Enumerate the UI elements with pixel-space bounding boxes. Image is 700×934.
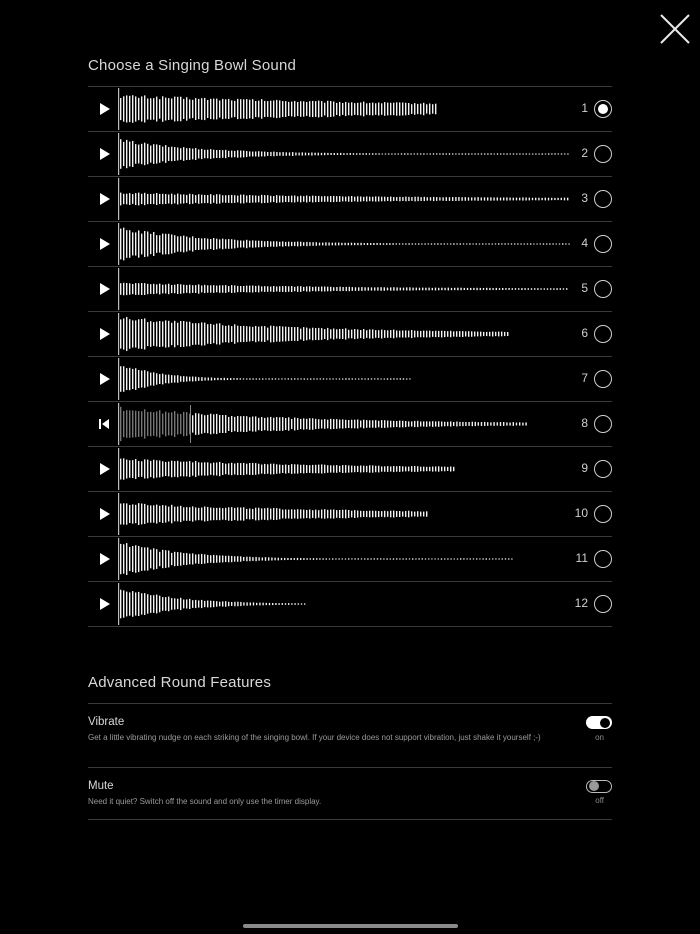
sound-number: 4	[581, 236, 588, 250]
play-icon	[96, 191, 112, 207]
sound-row[interactable]	[88, 447, 612, 492]
sound-row[interactable]	[88, 177, 612, 222]
sound-radio[interactable]	[594, 595, 612, 613]
toggle-knob	[600, 718, 610, 728]
waveform[interactable]	[118, 268, 573, 310]
sound-number: 9	[581, 461, 588, 475]
toggle-state-label: off	[595, 796, 604, 805]
sound-radio[interactable]	[594, 505, 612, 523]
feature-title: Mute	[88, 780, 114, 792]
sound-radio[interactable]	[594, 190, 612, 208]
play-button[interactable]	[96, 461, 112, 477]
sound-row[interactable]	[88, 267, 612, 312]
play-icon	[96, 461, 112, 477]
sound-number: 6	[581, 326, 588, 340]
waveform[interactable]	[118, 88, 573, 130]
sound-number: 1	[581, 101, 588, 115]
waveform[interactable]	[118, 538, 573, 580]
waveform[interactable]	[118, 358, 573, 400]
feature-title: Vibrate	[88, 716, 125, 728]
sound-row[interactable]	[88, 492, 612, 537]
sound-section-title: Choose a Singing Bowl Sound	[88, 57, 297, 74]
vibrate-toggle[interactable]	[586, 716, 612, 729]
sound-number: 2	[581, 146, 588, 160]
sound-number: 3	[581, 191, 588, 205]
sound-radio[interactable]	[594, 145, 612, 163]
sound-number: 7	[581, 371, 588, 385]
sound-number: 12	[574, 596, 588, 610]
sound-radio[interactable]	[594, 370, 612, 388]
waveform[interactable]	[118, 493, 573, 535]
sound-radio[interactable]	[594, 325, 612, 343]
sound-row[interactable]	[88, 582, 612, 627]
feature-description: Need it quiet? Switch off the sound and only use the timer display.	[88, 797, 322, 806]
toggle-state-label: on	[595, 733, 604, 742]
play-button[interactable]	[96, 101, 112, 117]
sound-row[interactable]	[88, 312, 612, 357]
home-indicator	[243, 924, 458, 928]
play-button[interactable]	[96, 506, 112, 522]
restart-button[interactable]	[96, 416, 112, 432]
play-icon	[96, 326, 112, 342]
play-button[interactable]	[96, 371, 112, 387]
feature-description: Get a little vibrating nudge on each striking of the singing bowl. If your device does not support vibration, just shake it yourself ;-)	[88, 733, 541, 742]
play-button[interactable]	[96, 281, 112, 297]
play-button[interactable]	[96, 596, 112, 612]
waveform[interactable]	[118, 178, 573, 220]
feature-mute	[88, 768, 612, 820]
sound-number: 10	[574, 506, 588, 520]
close-button[interactable]	[658, 12, 692, 46]
play-icon	[96, 281, 112, 297]
sound-list	[88, 86, 612, 627]
play-button[interactable]	[96, 551, 112, 567]
play-icon	[96, 596, 112, 612]
sound-row[interactable]	[88, 87, 612, 132]
sound-radio[interactable]	[594, 550, 612, 568]
sound-row[interactable]	[88, 132, 612, 177]
mute-toggle[interactable]	[586, 780, 612, 793]
play-icon	[96, 101, 112, 117]
toggle-knob	[589, 781, 599, 791]
sound-number: 5	[581, 281, 588, 295]
play-button[interactable]	[96, 191, 112, 207]
sound-radio[interactable]	[594, 460, 612, 478]
previous-icon	[96, 416, 112, 432]
play-icon	[96, 551, 112, 567]
play-icon	[96, 236, 112, 252]
sound-radio[interactable]	[594, 235, 612, 253]
sound-number: 11	[575, 551, 588, 565]
sound-row[interactable]	[88, 357, 612, 402]
waveform[interactable]	[118, 403, 573, 445]
play-icon	[96, 506, 112, 522]
sound-radio[interactable]	[594, 415, 612, 433]
waveform[interactable]	[118, 313, 573, 355]
features-section-title: Advanced Round Features	[88, 674, 272, 691]
play-button[interactable]	[96, 146, 112, 162]
feature-vibrate	[88, 704, 612, 768]
waveform[interactable]	[118, 583, 573, 625]
sound-radio[interactable]	[594, 100, 612, 118]
close-icon	[658, 12, 692, 46]
play-button[interactable]	[96, 236, 112, 252]
waveform[interactable]	[118, 223, 573, 265]
sound-row[interactable]	[88, 537, 612, 582]
sound-number: 8	[581, 416, 588, 430]
play-icon	[96, 371, 112, 387]
sound-row[interactable]	[88, 222, 612, 267]
sound-row[interactable]	[88, 402, 612, 447]
play-button[interactable]	[96, 326, 112, 342]
waveform[interactable]	[118, 448, 573, 490]
sound-radio[interactable]	[594, 280, 612, 298]
features-list	[88, 703, 612, 820]
waveform[interactable]	[118, 133, 573, 175]
play-icon	[96, 146, 112, 162]
